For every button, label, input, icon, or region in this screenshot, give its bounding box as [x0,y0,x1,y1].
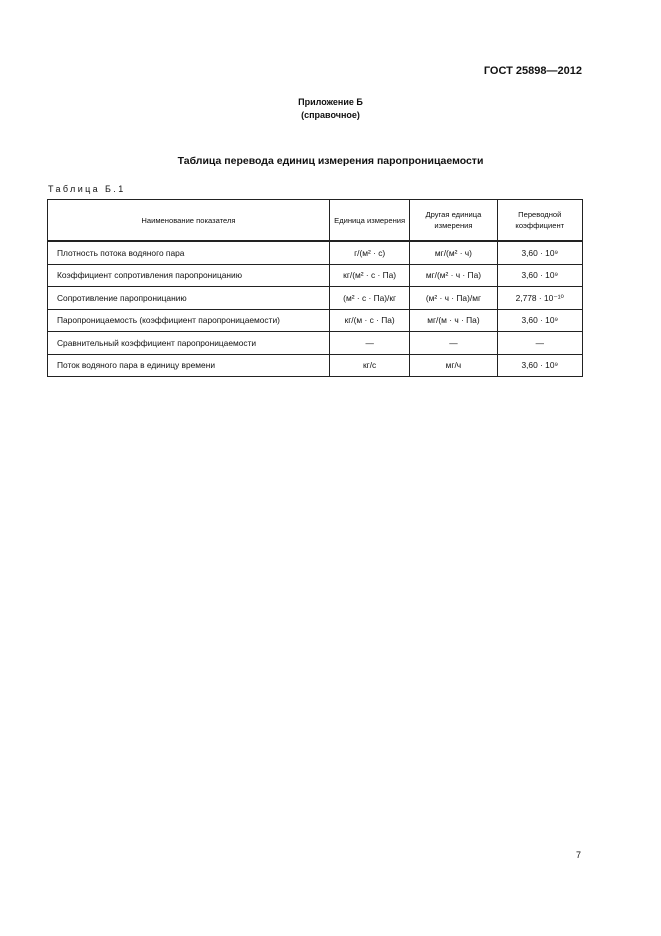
column-header-coefficient: Переводной коэффициент [497,200,582,242]
cell-name: Паропроницаемость (коэффициент паропроницаемости) [48,309,330,332]
column-header-unit: Единица измерения [329,200,409,242]
conversion-table [47,199,583,377]
appendix-heading [0,96,661,122]
table-row [48,309,583,332]
table-row [48,332,583,355]
table-row [48,241,583,264]
cell-unit: кг/(м² · с · Па) [329,264,409,287]
appendix-subtitle: (справочное) [301,110,360,120]
cell-unit: — [329,332,409,355]
cell-name: Поток водяного пара в единицу времени [48,354,330,377]
cell-unit: (м² · с · Па)/кг [329,287,409,310]
table-row [48,287,583,310]
cell-other-unit: мг/(м² · ч · Па) [410,264,497,287]
cell-coefficient: 3,60 · 10⁹ [497,264,582,287]
cell-name: Коэффициент сопротивления паропроницанию [48,264,330,287]
table-row [48,354,583,377]
cell-name: Плотность потока водяного пара [48,241,330,264]
cell-coefficient: 3,60 · 10⁹ [497,241,582,264]
cell-coefficient: — [497,332,582,355]
cell-name: Сравнительный коэффициент паропроницаемости [48,332,330,355]
table-header-row [48,200,583,242]
column-header-name: Наименование показателя [48,200,330,242]
document-title: Таблица перевода единиц измерения паропроницаемости [177,155,484,167]
cell-other-unit: мг/(м · ч · Па) [410,309,497,332]
cell-unit: г/(м² · с) [329,241,409,264]
standard-code: ГОСТ 25898—2012 [483,65,582,77]
cell-coefficient: 3,60 · 10⁹ [497,354,582,377]
cell-unit: кг/(м · с · Па) [329,309,409,332]
table-label: Таблица Б.1 [48,184,126,194]
page-number: 7 [575,850,581,860]
column-header-other-unit: Другая единица измерения [410,200,497,242]
cell-other-unit: — [410,332,497,355]
cell-unit: кг/с [329,354,409,377]
appendix-title: Приложение Б [298,97,363,107]
table-row [48,264,583,287]
cell-coefficient: 3,60 · 10⁹ [497,309,582,332]
cell-other-unit: мг/(м² · ч) [410,241,497,264]
cell-coefficient: 2,778 · 10⁻¹⁰ [497,287,582,310]
cell-name: Сопротивление паропроницанию [48,287,330,310]
cell-other-unit: (м² · ч · Па)/мг [410,287,497,310]
cell-other-unit: мг/ч [410,354,497,377]
